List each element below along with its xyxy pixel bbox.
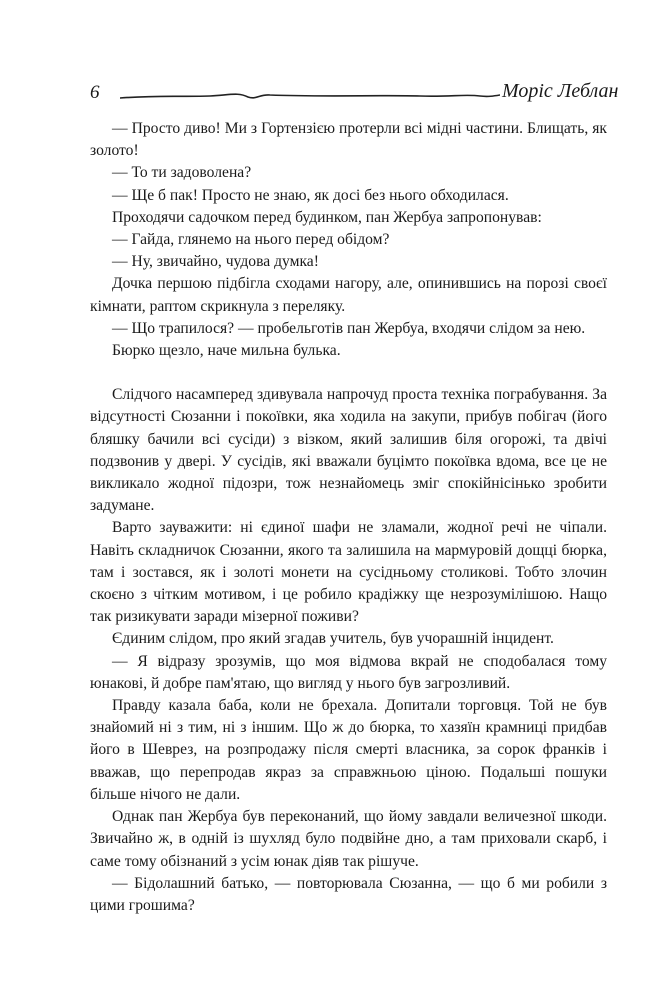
paragraph: Однак пан Жербуа був переконаний, що йому завдали величезної шкоди. Звичайно ж, в одній із шухляд було подвійне дно, а там приховали скарб, і саме тому обізнаний з усім юнак діяв так рішуче. <box>90 808 607 870</box>
page-number: 6 <box>90 82 100 103</box>
paragraph: — Що трапилося? — пробельготів пан Жербуа, входячи слідом за нею. <box>112 319 586 337</box>
paragraph: Правду казала баба, коли не брехала. Допитали торговця. Той не був знайомий ні з тим, ні з іншим. Що ж до бюрка, то хазяїн крамниці придбав його в Шеврез, на розпродажу після смерті власника, за сорок франків і вважав, що перепродав якраз за справжньою ціною. Подальші пошуки більше нічого не дали. <box>90 697 607 803</box>
running-title: Моріс Леблан <box>502 80 619 102</box>
paragraph: Дочка першою підбігла сходами нагору, але, опинившись на порозі своєї кімнати, раптом скрикнула з переляку. <box>90 275 607 315</box>
page-header <box>90 80 619 110</box>
decorative-rule <box>120 86 500 104</box>
paragraph: — Гайда, глянемо на нього перед обідом? <box>112 231 390 249</box>
paragraph: — Я відразу зрозумів, що моя відмова вкрай не сподобалася тому юнакові, й добре пам'ятаю, що вигляд у нього був загрозливий. <box>90 652 607 692</box>
paragraph: — Бідолашний батько, — повторювала Сюзанна, — що б ми робили з цими грошима? <box>90 874 607 914</box>
paragraph: — Ну, звичайно, чудова думка! <box>112 253 319 271</box>
paragraph: Бюрко щезло, наче мильна булька. <box>112 342 341 360</box>
paragraph: Варто зауважити: ні єдиної шафи не зламали, жодної речі не чіпали. Навіть складничок Сюзанни, якого та залишила на мармуровій дощці бюрка, там і зостався, як і золоті монети на сусідньому столикові. Тобто злочин скоєно з чітким мотивом, і це робило крадіжку ще незрозумілішою. Нащо так ризикувати заради мізерної поживи? <box>90 519 607 626</box>
paragraph: Єдиним слідом, про який згадав учитель, був учорашній інцидент. <box>112 630 554 648</box>
paragraph: — Ще б пак! Просто не знаю, як досі без нього обходилася. <box>112 186 509 204</box>
paragraph: — Просто диво! Ми з Гортензією протерли всі мідні частини. Блищать, як золото! <box>90 120 607 160</box>
paragraph: Слідчого насамперед здивувала напрочуд проста техніка пограбування. За відсутності Сюзанни і покоївки, яка ходила на закупи, прибув побігач (його бляшку бачили всі сусіди) з візком, який залишив біля огорожі, та двічі подзвонив у двері. У сусідів, які вважали буцімто покоївка вдома, все це не викликало жодної підозри, тож незнайомець зміг спокійнісінько зробити задумане. <box>90 386 607 515</box>
section-break <box>90 362 607 384</box>
paragraph: Проходячи садочком перед будинком, пан Жербуа запропонував: <box>112 208 542 226</box>
paragraph: — То ти задоволена? <box>112 164 252 182</box>
page-body <box>90 118 607 917</box>
